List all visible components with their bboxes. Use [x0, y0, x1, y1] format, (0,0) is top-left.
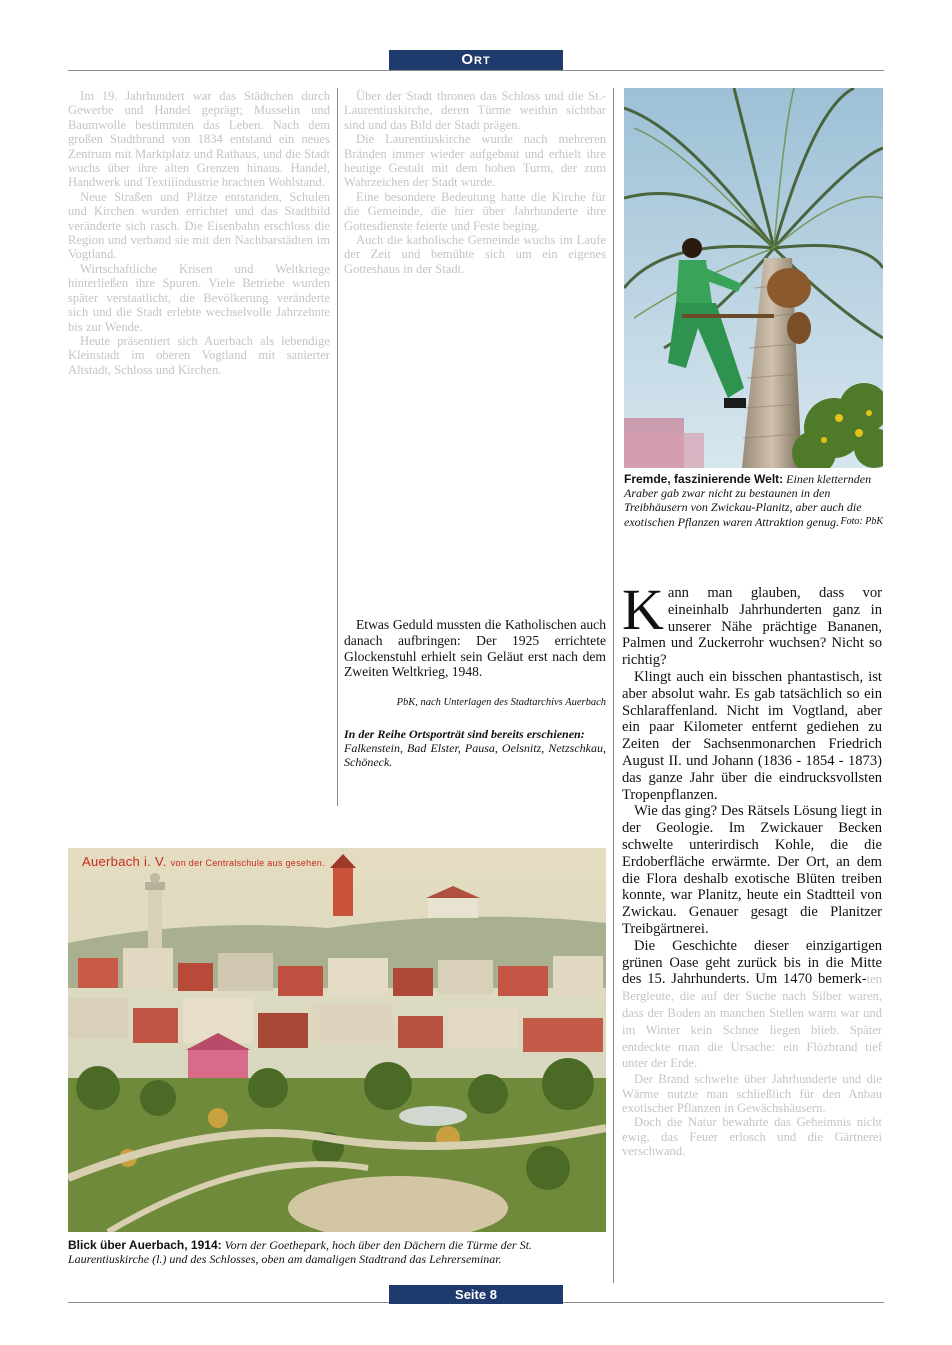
palm-caption-title: Fremde, faszinierende Welt:: [624, 472, 784, 486]
palm-caption-text: Einen kletternden Araber gab zwar nicht zu bestaunen in den Treibhäusern von Zwickau-Planitz, aber auch die exotischen Pflanzen waren Attraktion genug.: [624, 472, 872, 529]
palm-photo-svg: [624, 88, 883, 468]
postcard-svg: [68, 848, 606, 1232]
series-list: Falkenstein, Bad Elster, Pausa, Oelsnitz, Netzschkau, Schöneck.: [344, 740, 606, 769]
drop-cap: K: [622, 577, 664, 642]
body-paragraph-faded: Doch die Natur bewahrte das Geheimnis nicht ewig, das Feuer erlosch und die Gärtnerei verschwand.: [622, 1115, 882, 1159]
series-note: [344, 727, 606, 769]
intro-paragraph: [622, 577, 882, 669]
article-column-3: [622, 577, 882, 1159]
column-rule-2: [613, 88, 614, 1283]
col2-paragraph: Die Laurentiuskirche wurde nach mehreren Bränden immer wieder aufgebaut und erhielt ihre heutige Gestalt mit dem hohen Turm, der zum Wahrzeichen der Stadt wurde.: [344, 132, 606, 190]
column-rule-1: [337, 88, 338, 806]
intro-text: ann man glauben, dass vor eineinhalb Jahrhunderten ganz in unserer Nähe prächtige Bananen, Palmen und Zuckerrohr wuchsen? Nicht so richtig?: [622, 585, 882, 669]
col1-paragraph: Neue Straßen und Plätze entstanden, Schulen und Kirchen wurden errichtet und das Stadtbild veränderte sich rasch. Die Eisenbahn erschloss die Region und verband sie mit den Nachbarstädten im Vogtland.: [68, 189, 330, 262]
section-header: Ort: [389, 50, 563, 70]
col2-faded-text: [344, 89, 606, 617]
body-paragraph-faded: Der Brand schwelte über Jahrhunderte und die Wärme nutzte man schließlich für den Anbau exotischer Pflanzen in Gewächshäusern.: [622, 1072, 882, 1115]
body-paragraph: [622, 938, 882, 1072]
body-text-faded: ten Bergleute, die auf der Suche nach Silber waren, dass der Boden an manchen Stellen warm war und im Winter kein Schnee liegen blieb. Später entdeckte man die Ursache: ein Flözbrand tief unter der Erde.: [622, 972, 882, 1071]
palm-caption-credit: Foto: PbK: [840, 515, 883, 527]
postcard-caption-text: Vorn der Goethepark, hoch über den Dächern die Türme der St. Laurentiuskirche (l.) und des Schlosses, oben am damaligen Stadtrand das Lehrerseminar.: [68, 1238, 532, 1267]
postcard-caption: [68, 1238, 606, 1266]
article-credit: PbK, nach Unterlagen des Stadtarchivs Auerbach: [396, 697, 606, 709]
col2-paragraph: Über der Stadt thronen das Schloss und die St.-Laurentiuskirche, deren Türme weithin sichtbar sind und das Bild der Stadt prägen.: [344, 89, 606, 132]
body-paragraph: Wie das ging? Des Rätsels Lösung liegt in der Geologie. Im Zwickauer Becken schwelte unterirdisch Kohle, die die Erdoberfläche erwärmte. Der Ort, an dem die Flora deshalb exotische Blüten treiben konnte, war Planitz, heute ein Stadtteil von Zwickau. Genauer gesagt die Planitzer Treibgärtnerei.: [622, 803, 882, 937]
postcard-caption-title: Blick über Auerbach, 1914:: [68, 1238, 222, 1252]
postcard-subtitle: von der Centralschule aus gesehen.: [170, 858, 325, 868]
col1-paragraph: Wirtschaftliche Krisen und Weltkriege hinterließen ihre Spuren. Viele Betriebe wurden später verstaatlicht, die Bevölkerung veränderte sich und die Stadt erlebte wechselvolle Jahrzehnte bis zur Wende.: [68, 261, 330, 334]
postcard-title-text: Auerbach i. V.: [82, 854, 167, 869]
header-rule: [68, 70, 884, 71]
palm-photo-caption: [624, 472, 883, 529]
palm-climber-photo: [624, 88, 883, 468]
col2-paragraph: Auch die katholische Gemeinde wuchs im Laufe der Zeit und bemühte sich um ein eigenes Gotteshaus in der Stadt.: [344, 233, 606, 276]
article-column-2: [344, 89, 606, 769]
col2-paragraph: Eine besondere Bedeutung hatte die Kirche für die Gemeinde, die hier über Jahrhunderte ihre Gottesdienste feierte und Feste beging.: [344, 189, 606, 233]
col2-last-paragraph: Etwas Geduld mussten die Katholischen auch danach aufbringen: Der 1925 errichtete Glockenstuhl erhielt sein Geläut erst nach dem Zweiten Weltkrieg, 1948.: [344, 617, 606, 680]
body-paragraph: Klingt auch ein bisschen phantastisch, ist aber absolut wahr. Es gab tatsächlich so ein Schlaraffenland. Nicht im Vogtland, aber ein paar Kilometer entfernt gediehen zu Zeiten der Sachsenmonarchen Friedrich August II. und Johann (1836 - 1854 - 1873) das ganze Jahr über die eindrucksvollsten Tropenpflanzen.: [622, 668, 882, 803]
series-label: In der Reihe Ortsporträt sind bereits erschienen:: [344, 726, 585, 741]
body-text-dark: Die Geschichte dieser einzigartigen grünen Oase geht zurück bis in die Mitte des 15. Jahrhunderts. Um 1470 bemerk-: [622, 937, 882, 988]
article-column-1: [68, 89, 330, 804]
col1-paragraph: Heute präsentiert sich Auerbach als lebendige Kleinstadt im oberen Vogtland mit sanierter Altstadt, Schloss und Kirchen.: [68, 333, 330, 377]
page-number: Seite 8: [389, 1285, 563, 1304]
col1-paragraph: Im 19. Jahrhundert war das Städtchen durch Gewerbe und Handel geprägt; Musselin und Baumwolle bestimmten das Leben. Nach dem großen Stadtbrand von 1834 entstand ein neues Zentrum mit Marktplatz und Rathaus, und die Stadt wuchs über ihre alten Grenzen hinaus. Handel, Handwerk und Textilindustrie brachten Wohlstand.: [68, 89, 330, 190]
auerbach-postcard-image: [68, 848, 606, 1232]
postcard-title: [82, 854, 325, 869]
